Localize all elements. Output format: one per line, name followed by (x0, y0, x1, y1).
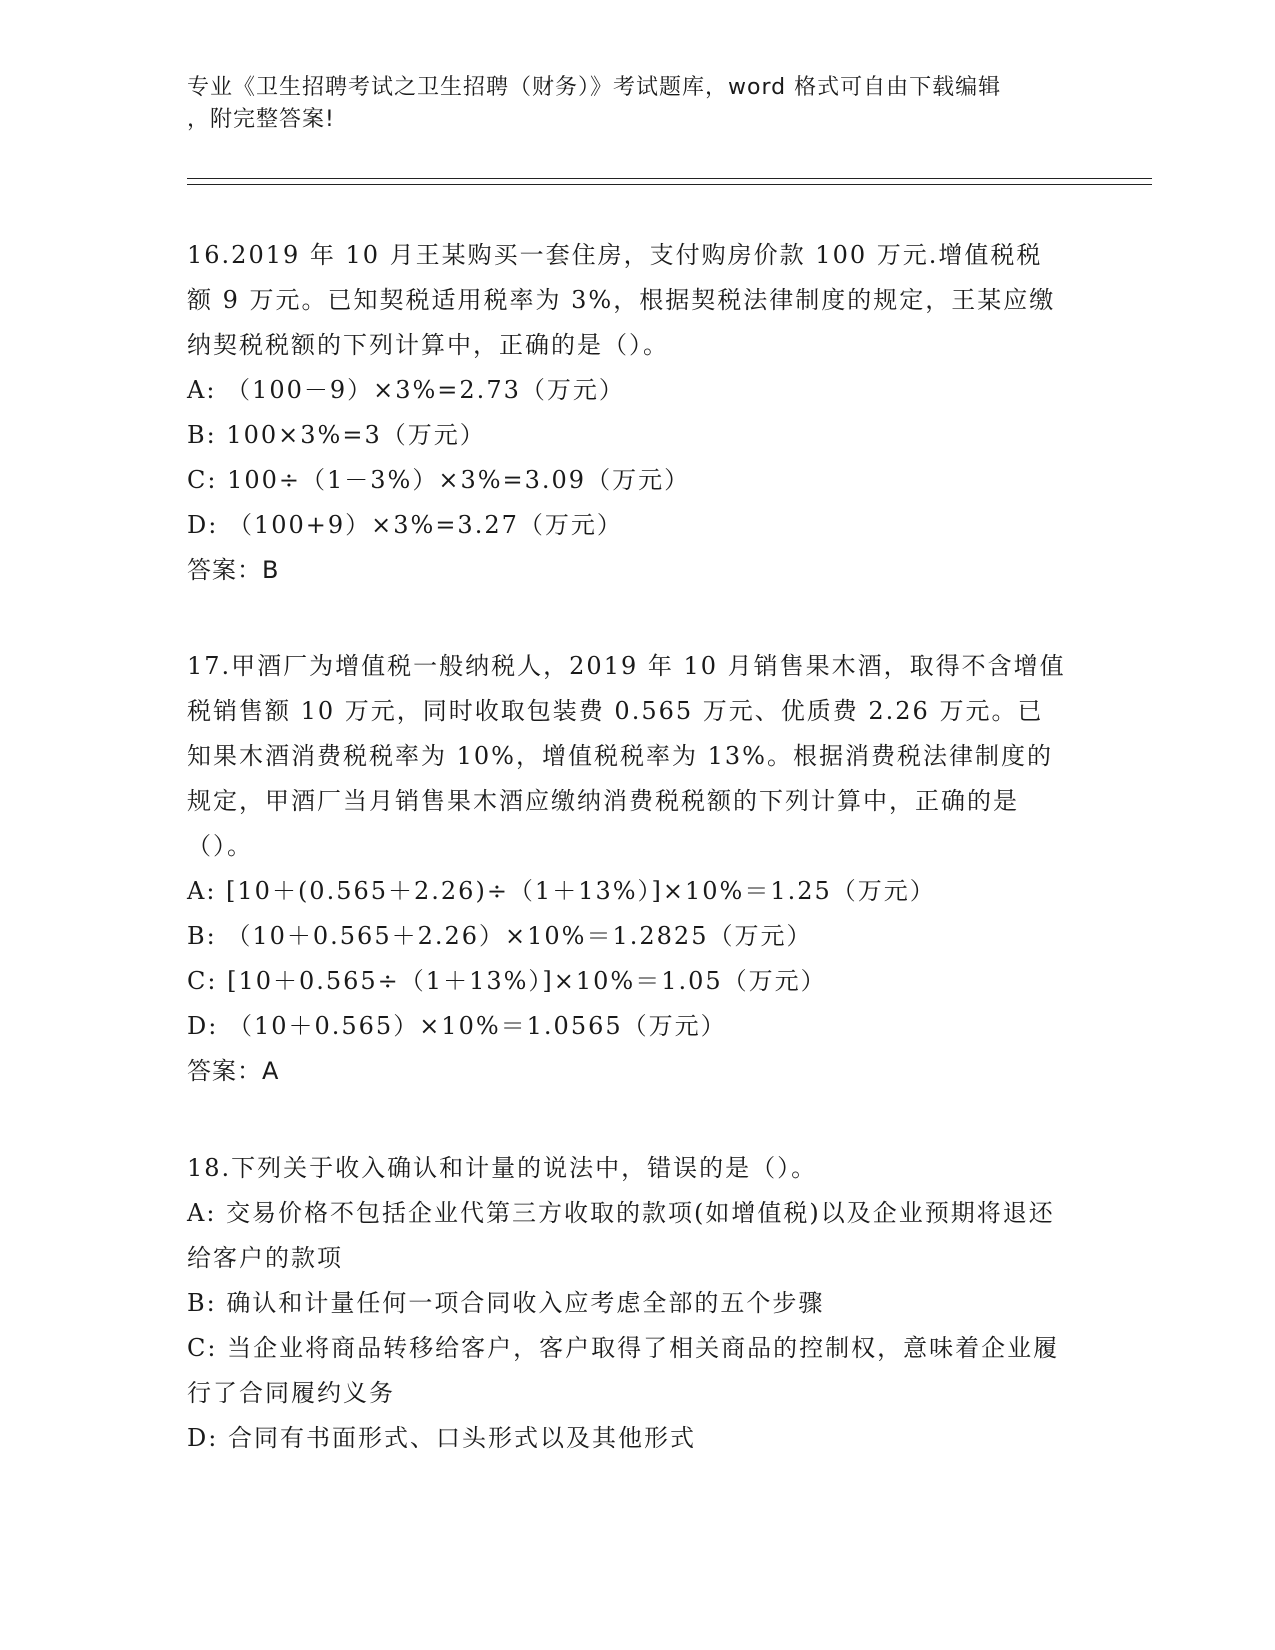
question-stem: 18.下列关于收入确认和计量的说法中，错误的是（）。 (187, 1154, 818, 1182)
option-b: B: 确认和计量任何一项合同收入应考虑全部的五个步骤 (187, 1289, 825, 1317)
option-d: D: （10＋0.565）×10%＝1.0565（万元） (187, 1012, 727, 1040)
question-stem: 17.甲酒厂为增值税一般纳税人，2019 年 10 月销售果木酒，取得不含增值税销售额 10 万元，同时收取包装费 0.565 万元、优质费 2.26 万元。已知果木酒消费税税率为 10%，增值税税率为 13%。根据消费税法律制度的规定，甲酒厂当月销售果木酒应缴纳消费税税额的下列计算中，正确的是（）。 (187, 652, 1066, 860)
option-a: A: （100－9）×3%=2.73（万元） (187, 376, 625, 404)
header-divider-top (187, 178, 1152, 179)
option-a: A: [10＋(0.565＋2.26)÷（1＋13%）]×10%＝1.25（万元） (187, 877, 936, 905)
document-header (187, 72, 1087, 136)
option-d: D: （100+9）×3%=3.27（万元） (187, 511, 623, 539)
option-c: C: [10＋0.565÷（1＋13%）]×10%＝1.05（万元） (187, 967, 827, 995)
answer: 答案：A (187, 1057, 280, 1085)
header-divider-bottom (187, 184, 1152, 185)
header-line-1: 专业《卫生招聘考试之卫生招聘（财务）》考试题库，word 格式可自由下载编辑 (187, 75, 1002, 100)
option-d: D: 合同有书面形式、口头形式以及其他形式 (187, 1424, 696, 1452)
question-16 (187, 233, 1067, 593)
answer: 答案：B (187, 556, 280, 584)
question-18 (187, 1146, 1067, 1461)
option-b: B: 100×3%=3（万元） (187, 421, 486, 449)
question-stem: 16.2019 年 10 月王某购买一套住房，支付购房价款 100 万元.增值税税额 9 万元。已知契税适用税率为 3%，根据契税法律制度的规定，王某应缴纳契税税额的下列计算中，正确的是（）。 (187, 241, 1056, 359)
header-line-2: ，附完整答案! (187, 107, 335, 132)
option-c: C: 100÷（1－3%）×3%=3.09（万元） (187, 466, 691, 494)
option-b: B: （10＋0.565＋2.26）×10%＝1.2825（万元） (187, 922, 813, 950)
option-a: A: 交易价格不包括企业代第三方收取的款项(如增值税)以及企业预期将退还给客户的款项 (187, 1199, 1055, 1272)
question-17 (187, 644, 1067, 1094)
option-c: C: 当企业将商品转移给客户，客户取得了相关商品的控制权，意味着企业履行了合同履约义务 (187, 1334, 1060, 1407)
